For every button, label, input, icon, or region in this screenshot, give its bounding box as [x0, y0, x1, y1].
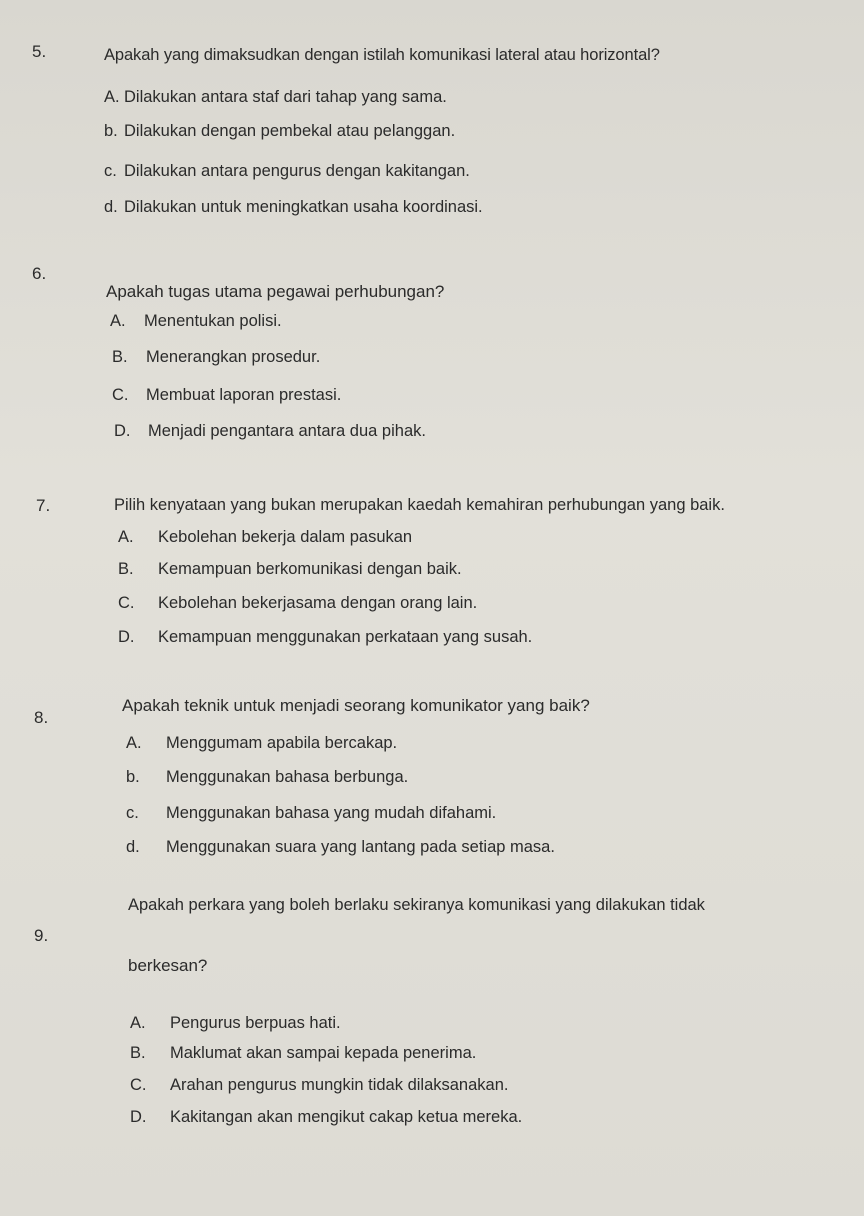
option-text: Dilakukan dengan pembekal atau pelanggan. [124, 122, 456, 140]
option-letter: d. [126, 838, 140, 856]
option-letter: C. [112, 386, 129, 404]
option-letter: D. [114, 422, 131, 440]
option-letter: C. [118, 594, 135, 612]
question-number: 5. [32, 42, 47, 61]
option-c[interactable] [126, 804, 496, 823]
question-number: 9. [34, 926, 49, 945]
option-text: Menentukan polisi. [144, 312, 282, 330]
question-text: Apakah tugas utama pegawai perhubungan? [106, 282, 445, 301]
option-a[interactable] [104, 88, 447, 107]
option-text: Menggunakan bahasa berbunga. [166, 768, 409, 786]
option-text: Menjadi pengantara antara dua pihak. [148, 422, 426, 440]
option-a[interactable] [130, 1014, 341, 1033]
option-letter: B. [112, 348, 128, 366]
question-text: Apakah yang dimaksudkan dengan istilah komunikasi lateral atau horizontal? [104, 46, 660, 64]
option-letter: b. [126, 768, 140, 786]
option-letter: d. [104, 198, 118, 216]
option-c[interactable] [104, 162, 470, 181]
option-letter: A. [104, 88, 120, 106]
question-number: 8. [34, 708, 49, 727]
option-d[interactable] [126, 838, 555, 857]
option-a[interactable] [110, 312, 282, 331]
option-b[interactable] [126, 768, 408, 787]
option-letter: A. [118, 528, 134, 546]
question-text-continued: berkesan? [128, 956, 208, 975]
option-text: Kebolehan bekerjasama dengan orang lain. [158, 594, 478, 612]
option-text: Maklumat akan sampai kepada penerima. [170, 1044, 477, 1062]
option-text: Menggumam apabila bercakap. [166, 734, 398, 752]
option-letter: D. [118, 628, 135, 646]
question-text: Apakah teknik untuk menjadi seorang komunikator yang baik? [122, 696, 590, 715]
option-text: Kemampuan berkomunikasi dengan baik. [158, 560, 462, 578]
option-letter: b. [104, 122, 118, 140]
option-d[interactable] [130, 1108, 522, 1127]
option-text: Kakitangan akan mengikut cakap ketua mereka. [170, 1108, 523, 1126]
option-text: Dilakukan untuk meningkatkan usaha koordinasi. [124, 198, 483, 216]
option-text: Arahan pengurus mungkin tidak dilaksanakan. [170, 1076, 509, 1094]
option-text: Menggunakan bahasa yang mudah difahami. [166, 804, 497, 822]
option-letter: A. [130, 1014, 146, 1032]
question-text: Apakah perkara yang boleh berlaku sekiranya komunikasi yang dilakukan tidak [128, 896, 705, 914]
option-text: Menggunakan suara yang lantang pada setiap masa. [166, 838, 555, 856]
option-letter: B. [130, 1044, 146, 1062]
option-c[interactable] [112, 386, 341, 405]
option-letter: A. [110, 312, 126, 330]
option-b[interactable] [112, 348, 320, 367]
option-letter: c. [104, 162, 117, 180]
option-text: Dilakukan antara staf dari tahap yang sama. [124, 88, 447, 106]
option-d[interactable] [118, 628, 532, 647]
option-a[interactable] [118, 528, 412, 547]
option-text: Pengurus berpuas hati. [170, 1014, 341, 1032]
option-letter: C. [130, 1076, 147, 1094]
option-letter: c. [126, 804, 139, 822]
option-text: Dilakukan antara pengurus dengan kakitangan. [124, 162, 470, 180]
option-text: Membuat laporan prestasi. [146, 386, 342, 404]
option-letter: D. [130, 1108, 147, 1126]
option-c[interactable] [118, 594, 477, 613]
question-text: Pilih kenyataan yang bukan merupakan kaedah kemahiran perhubungan yang baik. [114, 496, 725, 514]
option-letter: B. [118, 560, 134, 578]
option-b[interactable] [104, 122, 455, 141]
option-text: Kemampuan menggunakan perkataan yang susah. [158, 628, 533, 646]
option-text: Kebolehan bekerja dalam pasukan [158, 528, 413, 546]
option-a[interactable] [126, 734, 397, 753]
option-c[interactable] [130, 1076, 508, 1095]
option-b[interactable] [130, 1044, 476, 1063]
option-text: Menerangkan prosedur. [146, 348, 321, 366]
option-d[interactable] [114, 422, 426, 441]
option-letter: A. [126, 734, 142, 752]
option-b[interactable] [118, 560, 462, 579]
question-number: 6. [32, 264, 47, 283]
option-d[interactable] [104, 198, 483, 217]
question-number: 7. [36, 496, 51, 515]
